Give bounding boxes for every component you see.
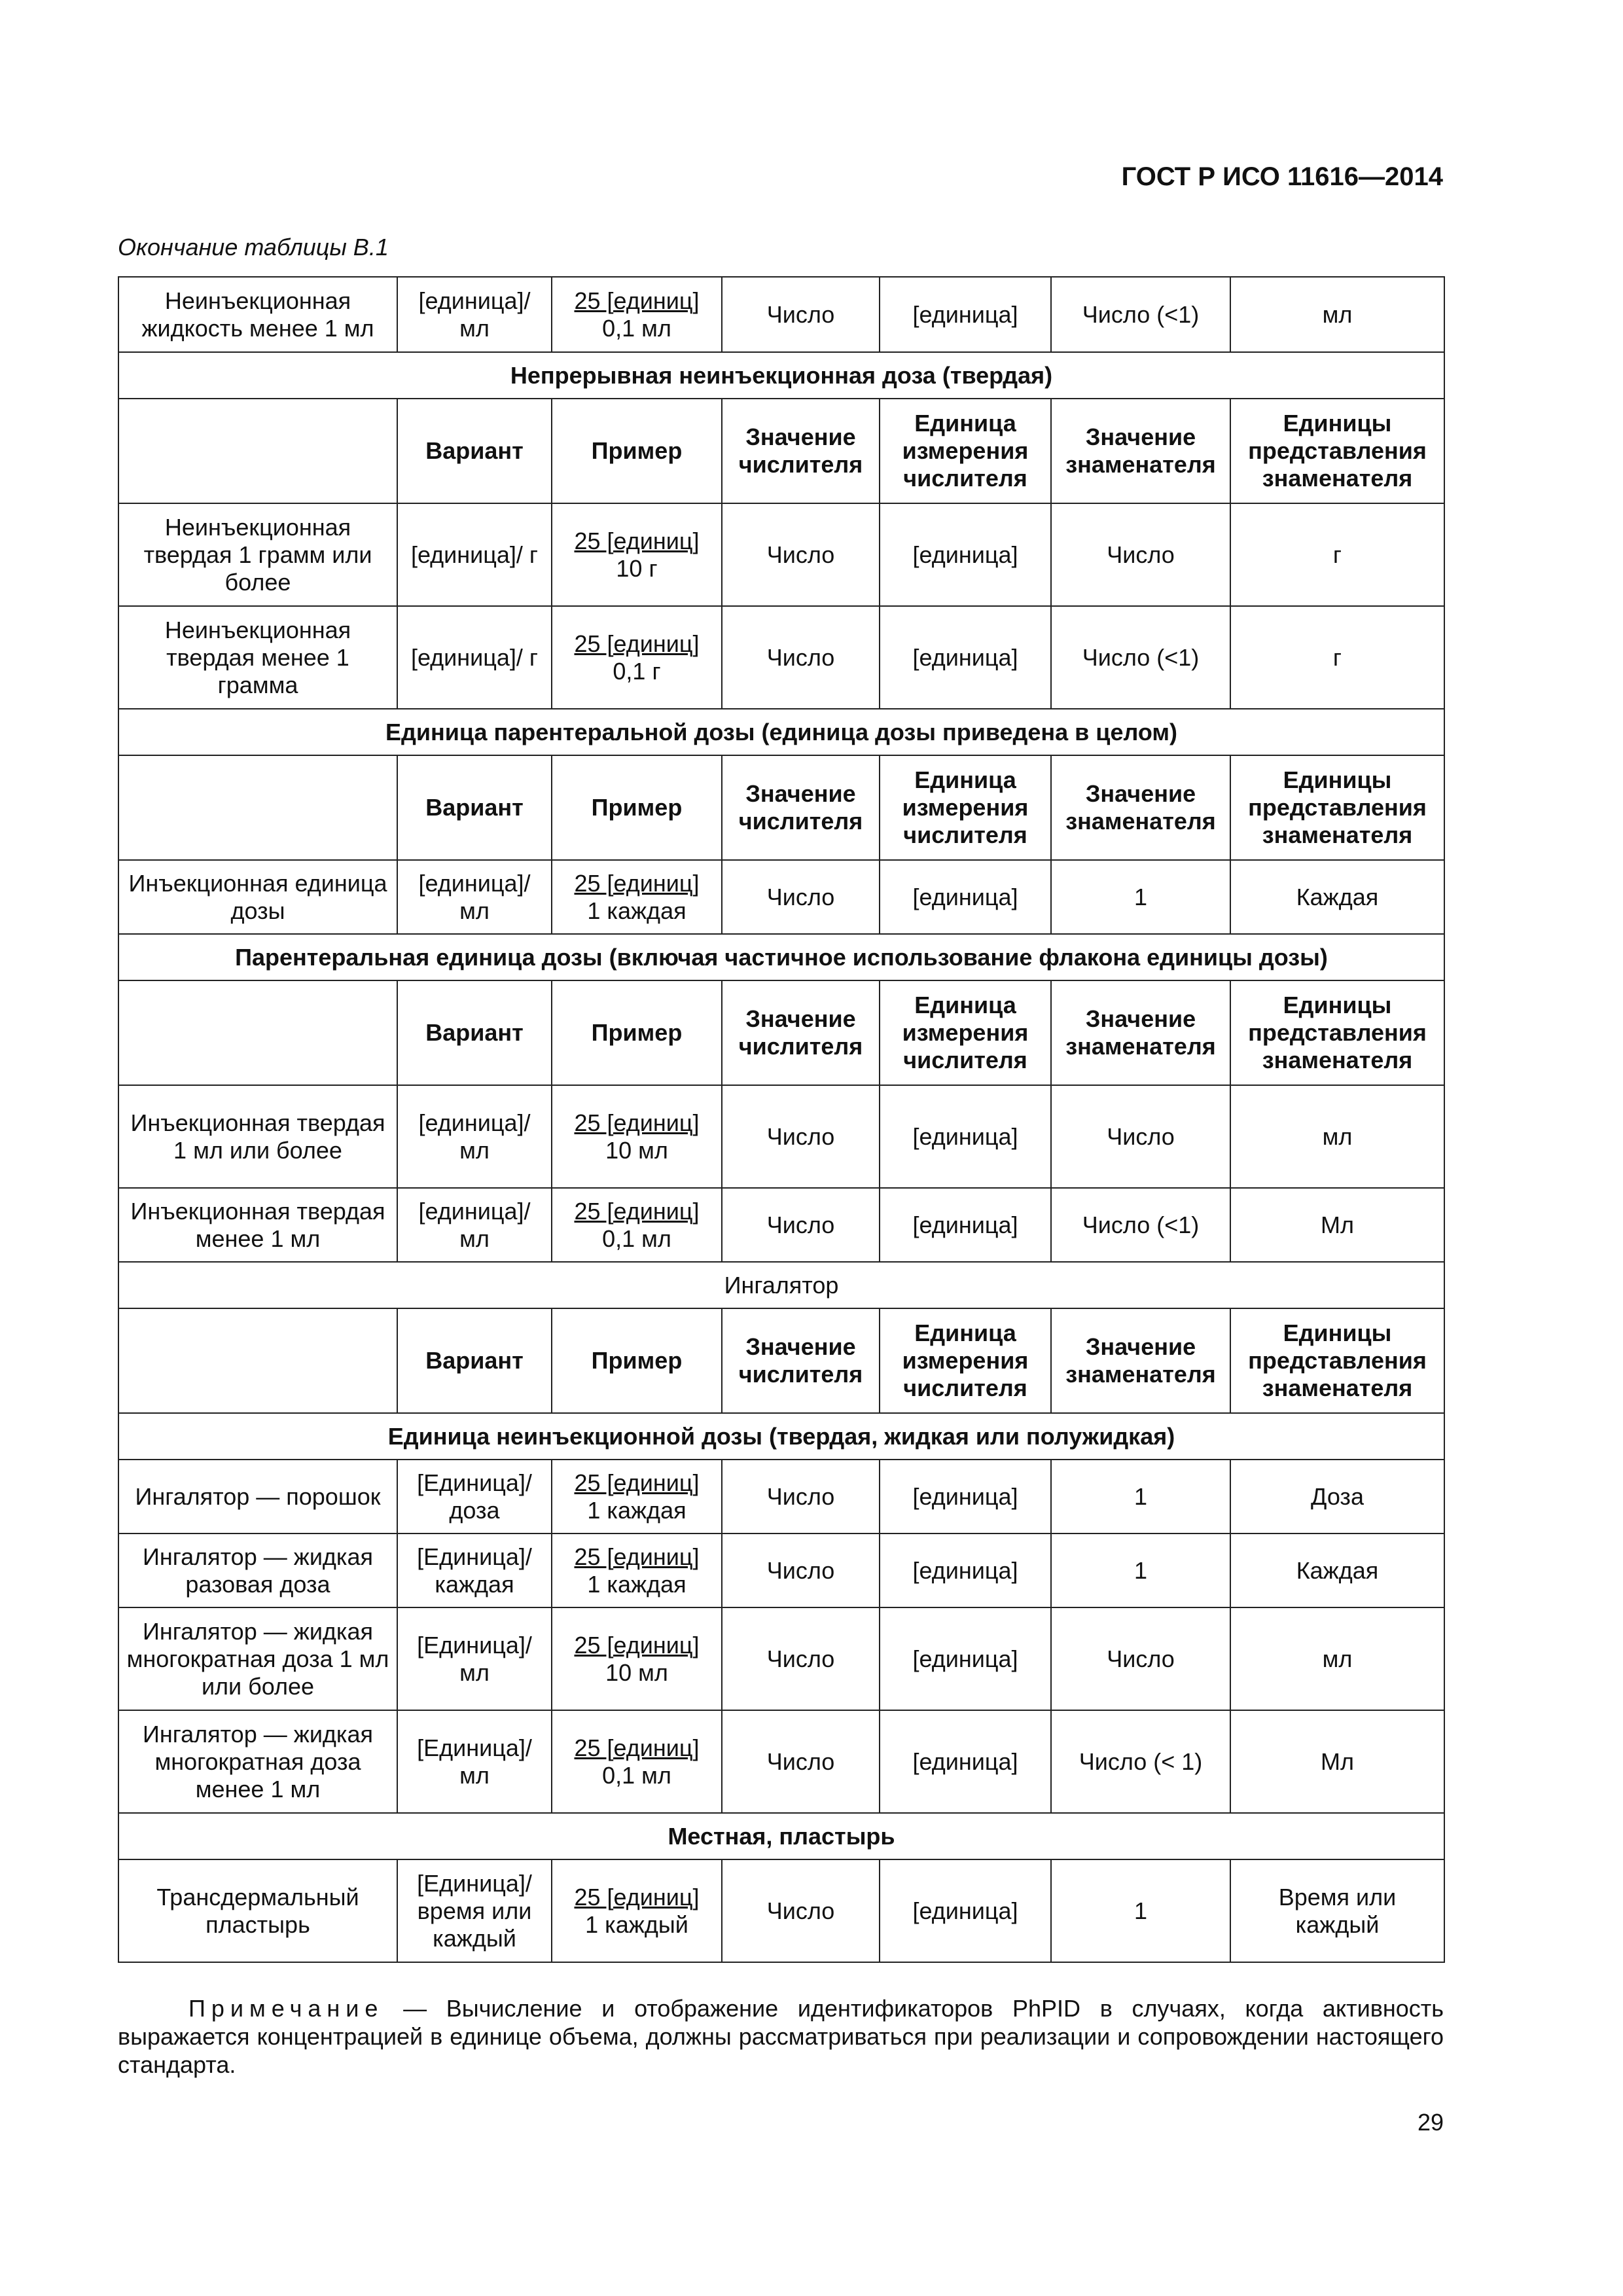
num-value-cell: Число <box>722 1710 880 1813</box>
num-unit-cell: [единица] <box>880 1859 1051 1962</box>
num-value-cell: Число <box>722 1534 880 1607</box>
variant-cell: [Единица]/ доза <box>397 1460 552 1534</box>
num-value-cell: Число <box>722 1859 880 1962</box>
table-row <box>118 1085 1444 1188</box>
num-value-cell: Число <box>722 1607 880 1710</box>
num-unit-cell: [единица] <box>880 1534 1051 1607</box>
example-amount: 25 [единиц] <box>574 287 700 314</box>
header-variant: Вариант <box>397 980 552 1085</box>
den-unit-cell: мл <box>1230 277 1444 352</box>
header-den-value: Значение знаменателя <box>1051 980 1230 1085</box>
note-text: — Вычисление и отображение идентификаторов PhPID в случаях, когда активность выражается концентрацией в единице объема, должны рассматриваться при реализации и сопровождении настоящего стандарта. <box>118 1995 1444 2078</box>
header-den-value: Значение знаменателя <box>1051 399 1230 503</box>
example-cell <box>552 860 722 934</box>
den-value-cell: 1 <box>1051 1859 1230 1962</box>
section-title: Непрерывная неинъекционная доза (твердая) <box>118 352 1444 399</box>
table-row <box>118 277 1444 352</box>
example-value: 1 каждая <box>587 897 687 924</box>
note-label: Примечание <box>188 1995 384 2022</box>
table-row <box>118 1710 1444 1813</box>
den-unit-cell: Мл <box>1230 1710 1444 1813</box>
num-unit-cell: [единица] <box>880 1607 1051 1710</box>
header-variant: Вариант <box>397 755 552 860</box>
header-row <box>118 399 1444 503</box>
den-value-cell: Число (<1) <box>1051 606 1230 709</box>
num-value-cell: Число <box>722 277 880 352</box>
header-den-unit: Единицы представления знаменателя <box>1230 1308 1444 1413</box>
example-value: 10 мл <box>605 1659 668 1686</box>
table-row <box>118 1534 1444 1607</box>
variant-cell: [Единица]/ время или каждый <box>397 1859 552 1962</box>
example-value: 0,1 мл <box>602 314 671 342</box>
variant-cell: [единица]/ мл <box>397 860 552 934</box>
example-cell <box>552 1188 722 1262</box>
example-amount: 25 [единиц] <box>574 1631 700 1659</box>
num-unit-cell: [единица] <box>880 503 1051 606</box>
table-row <box>118 1859 1444 1962</box>
den-value-cell: 1 <box>1051 860 1230 934</box>
example-amount: 25 [единиц] <box>574 1543 700 1570</box>
example-value: 0,1 мл <box>602 1761 671 1789</box>
den-unit-cell: г <box>1230 606 1444 709</box>
num-value-cell: Число <box>722 503 880 606</box>
den-unit-cell: г <box>1230 503 1444 606</box>
den-unit-cell: Каждая <box>1230 1534 1444 1607</box>
num-unit-cell: [единица] <box>880 277 1051 352</box>
table-row <box>118 606 1444 709</box>
den-value-cell: 1 <box>1051 1460 1230 1534</box>
standard-id: ГОСТ Р ИСО 11616—2014 <box>1121 162 1443 191</box>
variant-cell: [Единица]/ каждая <box>397 1534 552 1607</box>
variant-cell: [единица]/ мл <box>397 1085 552 1188</box>
data-table <box>118 276 1445 1963</box>
den-value-cell: Число (< 1) <box>1051 1710 1230 1813</box>
header-num-value: Значение числителя <box>722 1308 880 1413</box>
den-unit-cell: мл <box>1230 1607 1444 1710</box>
example-amount: 25 [единиц] <box>574 630 700 657</box>
example-amount: 25 [единиц] <box>574 869 700 897</box>
row-name: Ингалятор — порошок <box>118 1460 397 1534</box>
den-value-cell: Число <box>1051 1085 1230 1188</box>
header-empty <box>118 980 397 1085</box>
section-row <box>118 352 1444 399</box>
section-title: Единица парентеральной дозы (единица дозы приведена в целом) <box>118 709 1444 755</box>
num-value-cell: Число <box>722 860 880 934</box>
header-row <box>118 980 1444 1085</box>
header-example: Пример <box>552 1308 722 1413</box>
header-den-value: Значение знаменателя <box>1051 755 1230 860</box>
header-row <box>118 755 1444 860</box>
header-empty <box>118 399 397 503</box>
variant-cell: [единица]/ мл <box>397 277 552 352</box>
table-note <box>118 1994 1444 2079</box>
header-variant: Вариант <box>397 1308 552 1413</box>
row-name: Ингалятор — жидкая разовая доза <box>118 1534 397 1607</box>
num-value-cell: Число <box>722 1085 880 1188</box>
header-num-unit: Единица измерения числителя <box>880 1308 1051 1413</box>
example-value: 1 каждая <box>587 1570 687 1598</box>
header-empty <box>118 755 397 860</box>
header-den-value: Значение знаменателя <box>1051 1308 1230 1413</box>
table-caption: Окончание таблицы В.1 <box>118 234 389 260</box>
example-value: 10 мл <box>605 1136 668 1164</box>
num-unit-cell: [единица] <box>880 1710 1051 1813</box>
num-unit-cell: [единица] <box>880 606 1051 709</box>
section-row <box>118 1262 1444 1308</box>
variant-cell: [единица]/ г <box>397 606 552 709</box>
den-unit-cell: Время или каждый <box>1230 1859 1444 1962</box>
num-value-cell: Число <box>722 606 880 709</box>
den-unit-cell: мл <box>1230 1085 1444 1188</box>
den-value-cell: Число <box>1051 1607 1230 1710</box>
table-row <box>118 1188 1444 1262</box>
example-cell <box>552 1460 722 1534</box>
header-den-unit: Единицы представления знаменателя <box>1230 980 1444 1085</box>
row-name: Ингалятор — жидкая многократная доза 1 мл или более <box>118 1607 397 1710</box>
header-num-unit: Единица измерения числителя <box>880 399 1051 503</box>
table-row <box>118 1607 1444 1710</box>
header-example: Пример <box>552 980 722 1085</box>
example-value: 1 каждая <box>587 1496 687 1524</box>
den-value-cell: Число <box>1051 503 1230 606</box>
row-name: Неинъекционная твердая 1 грамм или более <box>118 503 397 606</box>
row-name: Инъекционная твердая 1 мл или более <box>118 1085 397 1188</box>
den-unit-cell: Каждая <box>1230 860 1444 934</box>
row-name: Неинъекционная жидкость менее 1 мл <box>118 277 397 352</box>
example-amount: 25 [единиц] <box>574 1469 700 1496</box>
header-num-value: Значение числителя <box>722 755 880 860</box>
row-name: Инъекционная твердая менее 1 мл <box>118 1188 397 1262</box>
table-row <box>118 1460 1444 1534</box>
example-cell <box>552 1710 722 1813</box>
row-name: Инъекционная единица дозы <box>118 860 397 934</box>
table-row <box>118 860 1444 934</box>
example-cell <box>552 1085 722 1188</box>
section-row <box>118 1813 1444 1859</box>
header-example: Пример <box>552 755 722 860</box>
den-unit-cell: Мл <box>1230 1188 1444 1262</box>
page-number: 29 <box>1417 2109 1444 2136</box>
row-name: Трансдермальный пластырь <box>118 1859 397 1962</box>
section-title: Ингалятор <box>118 1262 1444 1308</box>
header-variant: Вариант <box>397 399 552 503</box>
example-amount: 25 [единиц] <box>574 527 700 554</box>
header-example: Пример <box>552 399 722 503</box>
section-title: Местная, пластырь <box>118 1813 1444 1859</box>
example-cell <box>552 606 722 709</box>
header-row <box>118 1308 1444 1413</box>
header-num-value: Значение числителя <box>722 980 880 1085</box>
header-empty <box>118 1308 397 1413</box>
section-row <box>118 709 1444 755</box>
header-num-unit: Единица измерения числителя <box>880 755 1051 860</box>
example-cell <box>552 1607 722 1710</box>
section-row <box>118 934 1444 980</box>
example-amount: 25 [единиц] <box>574 1883 700 1910</box>
num-unit-cell: [единица] <box>880 1085 1051 1188</box>
example-amount: 25 [единиц] <box>574 1734 700 1761</box>
example-cell <box>552 1859 722 1962</box>
header-num-unit: Единица измерения числителя <box>880 980 1051 1085</box>
section-title: Единица неинъекционной дозы (твердая, жидкая или полужидкая) <box>118 1413 1444 1460</box>
header-den-unit: Единицы представления знаменателя <box>1230 755 1444 860</box>
example-value: 0,1 г <box>613 657 661 685</box>
example-amount: 25 [единиц] <box>574 1109 700 1136</box>
variant-cell: [Единица]/ мл <box>397 1710 552 1813</box>
header-num-value: Значение числителя <box>722 399 880 503</box>
num-value-cell: Число <box>722 1460 880 1534</box>
example-cell <box>552 503 722 606</box>
example-value: 10 г <box>616 554 658 582</box>
example-cell <box>552 277 722 352</box>
num-unit-cell: [единица] <box>880 860 1051 934</box>
den-value-cell: 1 <box>1051 1534 1230 1607</box>
table-row <box>118 503 1444 606</box>
example-amount: 25 [единиц] <box>574 1197 700 1225</box>
section-title: Парентеральная единица дозы (включая частичное использование флакона единицы дозы) <box>118 934 1444 980</box>
den-unit-cell: Доза <box>1230 1460 1444 1534</box>
header-den-unit: Единицы представления знаменателя <box>1230 399 1444 503</box>
example-value: 0,1 мл <box>602 1225 671 1252</box>
den-value-cell: Число (<1) <box>1051 1188 1230 1262</box>
den-value-cell: Число (<1) <box>1051 277 1230 352</box>
num-unit-cell: [единица] <box>880 1188 1051 1262</box>
num-unit-cell: [единица] <box>880 1460 1051 1534</box>
section-row <box>118 1413 1444 1460</box>
row-name: Неинъекционная твердая менее 1 грамма <box>118 606 397 709</box>
variant-cell: [единица]/ мл <box>397 1188 552 1262</box>
example-value: 1 каждый <box>585 1910 688 1938</box>
variant-cell: [Единица]/ мл <box>397 1607 552 1710</box>
variant-cell: [единица]/ г <box>397 503 552 606</box>
row-name: Ингалятор — жидкая многократная доза менее 1 мл <box>118 1710 397 1813</box>
example-cell <box>552 1534 722 1607</box>
num-value-cell: Число <box>722 1188 880 1262</box>
